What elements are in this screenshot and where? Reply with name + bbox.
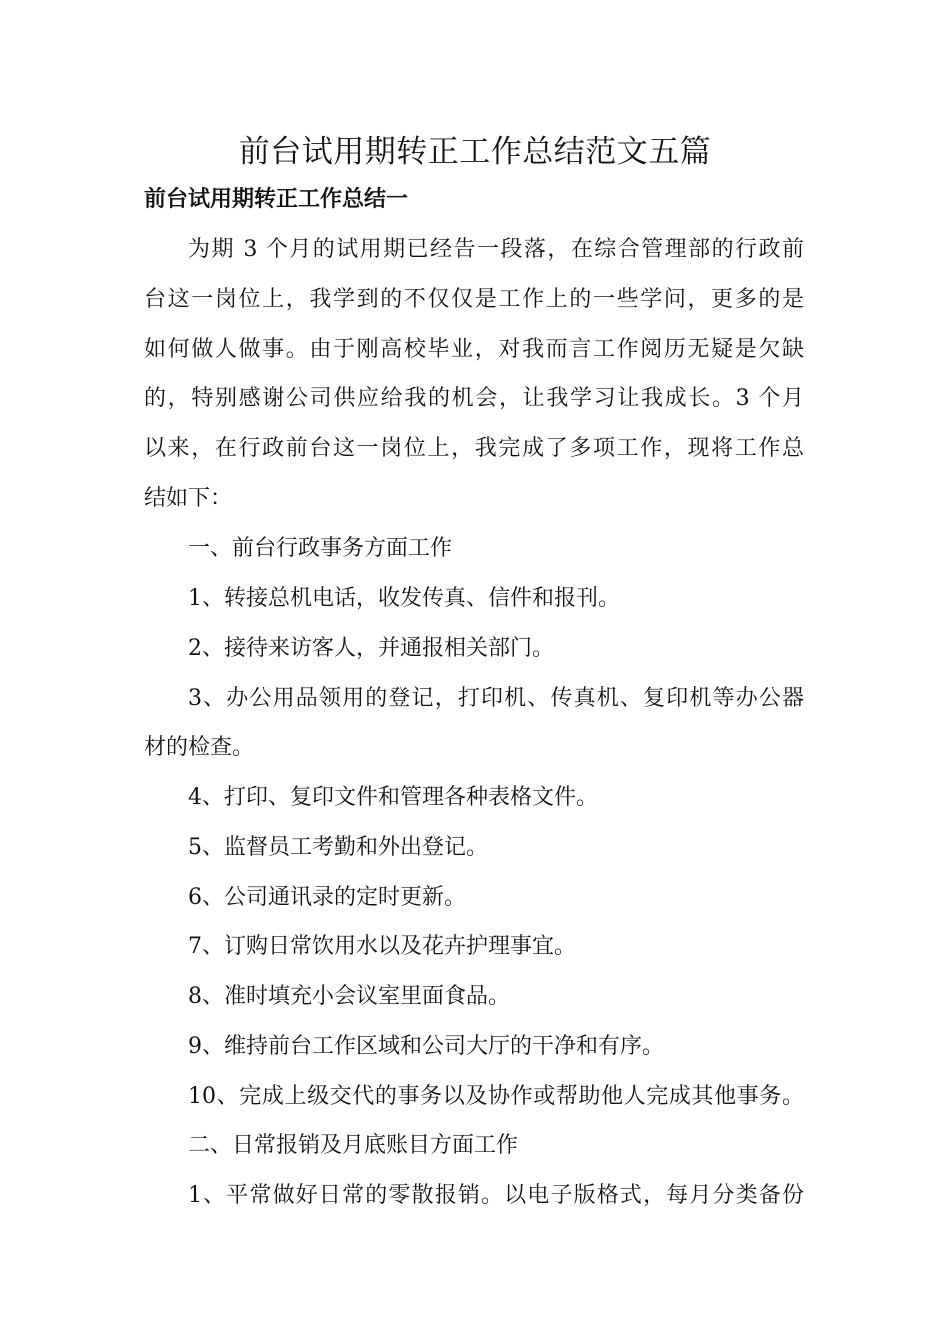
list-item: 9、维持前台工作区域和公司大厅的干净和有序。	[188, 1034, 664, 1059]
list-item: 8、准时填充小会议室里面食品。	[188, 984, 510, 1009]
paragraph-line: 的，特别感谢公司供应给我的机会，让我学习让我成长。3 个月	[144, 386, 804, 411]
subsection-heading: 二、日常报销及月底账目方面工作	[188, 1133, 519, 1158]
list-item: 4、打印、复印文件和管理各种表格文件。	[188, 785, 598, 810]
subsection-heading: 一、前台行政事务方面工作	[188, 536, 453, 561]
list-item: 10、完成上级交代的事务以及协作或帮助他人完成其他事务。	[188, 1084, 804, 1109]
document-title: 前台试用期转正工作总结范文五篇	[238, 134, 712, 170]
paragraph-line: 为期 3 个月的试用期已经告一段落，在综合管理部的行政前	[188, 237, 804, 262]
paragraph-line: 如何做人做事。由于刚高校毕业，对我而言工作阅历无疑是欠缺	[144, 337, 804, 362]
paragraph-line: 台这一岗位上，我学到的不仅仅是工作上的一些学问，更多的是	[144, 287, 804, 312]
list-item: 7、订购日常饮用水以及花卉护理事宜。	[188, 934, 576, 959]
paragraph-line: 结如下：	[144, 486, 233, 511]
list-item: 2、接待来访客人，并通报相关部门。	[188, 636, 554, 661]
paragraph-line: 以来，在行政前台这一岗位上，我完成了多项工作，现将工作总	[144, 436, 804, 461]
section-heading: 前台试用期转正工作总结一	[144, 187, 409, 212]
list-item: 1、转接总机电话，收发传真、信件和报刊。	[188, 586, 620, 611]
list-item-continuation: 材的检查。	[144, 735, 255, 760]
list-item: 6、公司通讯录的定时更新。	[188, 885, 466, 910]
list-item: 1、平常做好日常的零散报销。以电子版格式，每月分类备份	[188, 1183, 804, 1208]
list-item: 5、监督员工考勤和外出登记。	[188, 835, 488, 860]
list-item: 3、办公用品领用的登记，打印机、传真机、复印机等办公器	[188, 686, 804, 711]
